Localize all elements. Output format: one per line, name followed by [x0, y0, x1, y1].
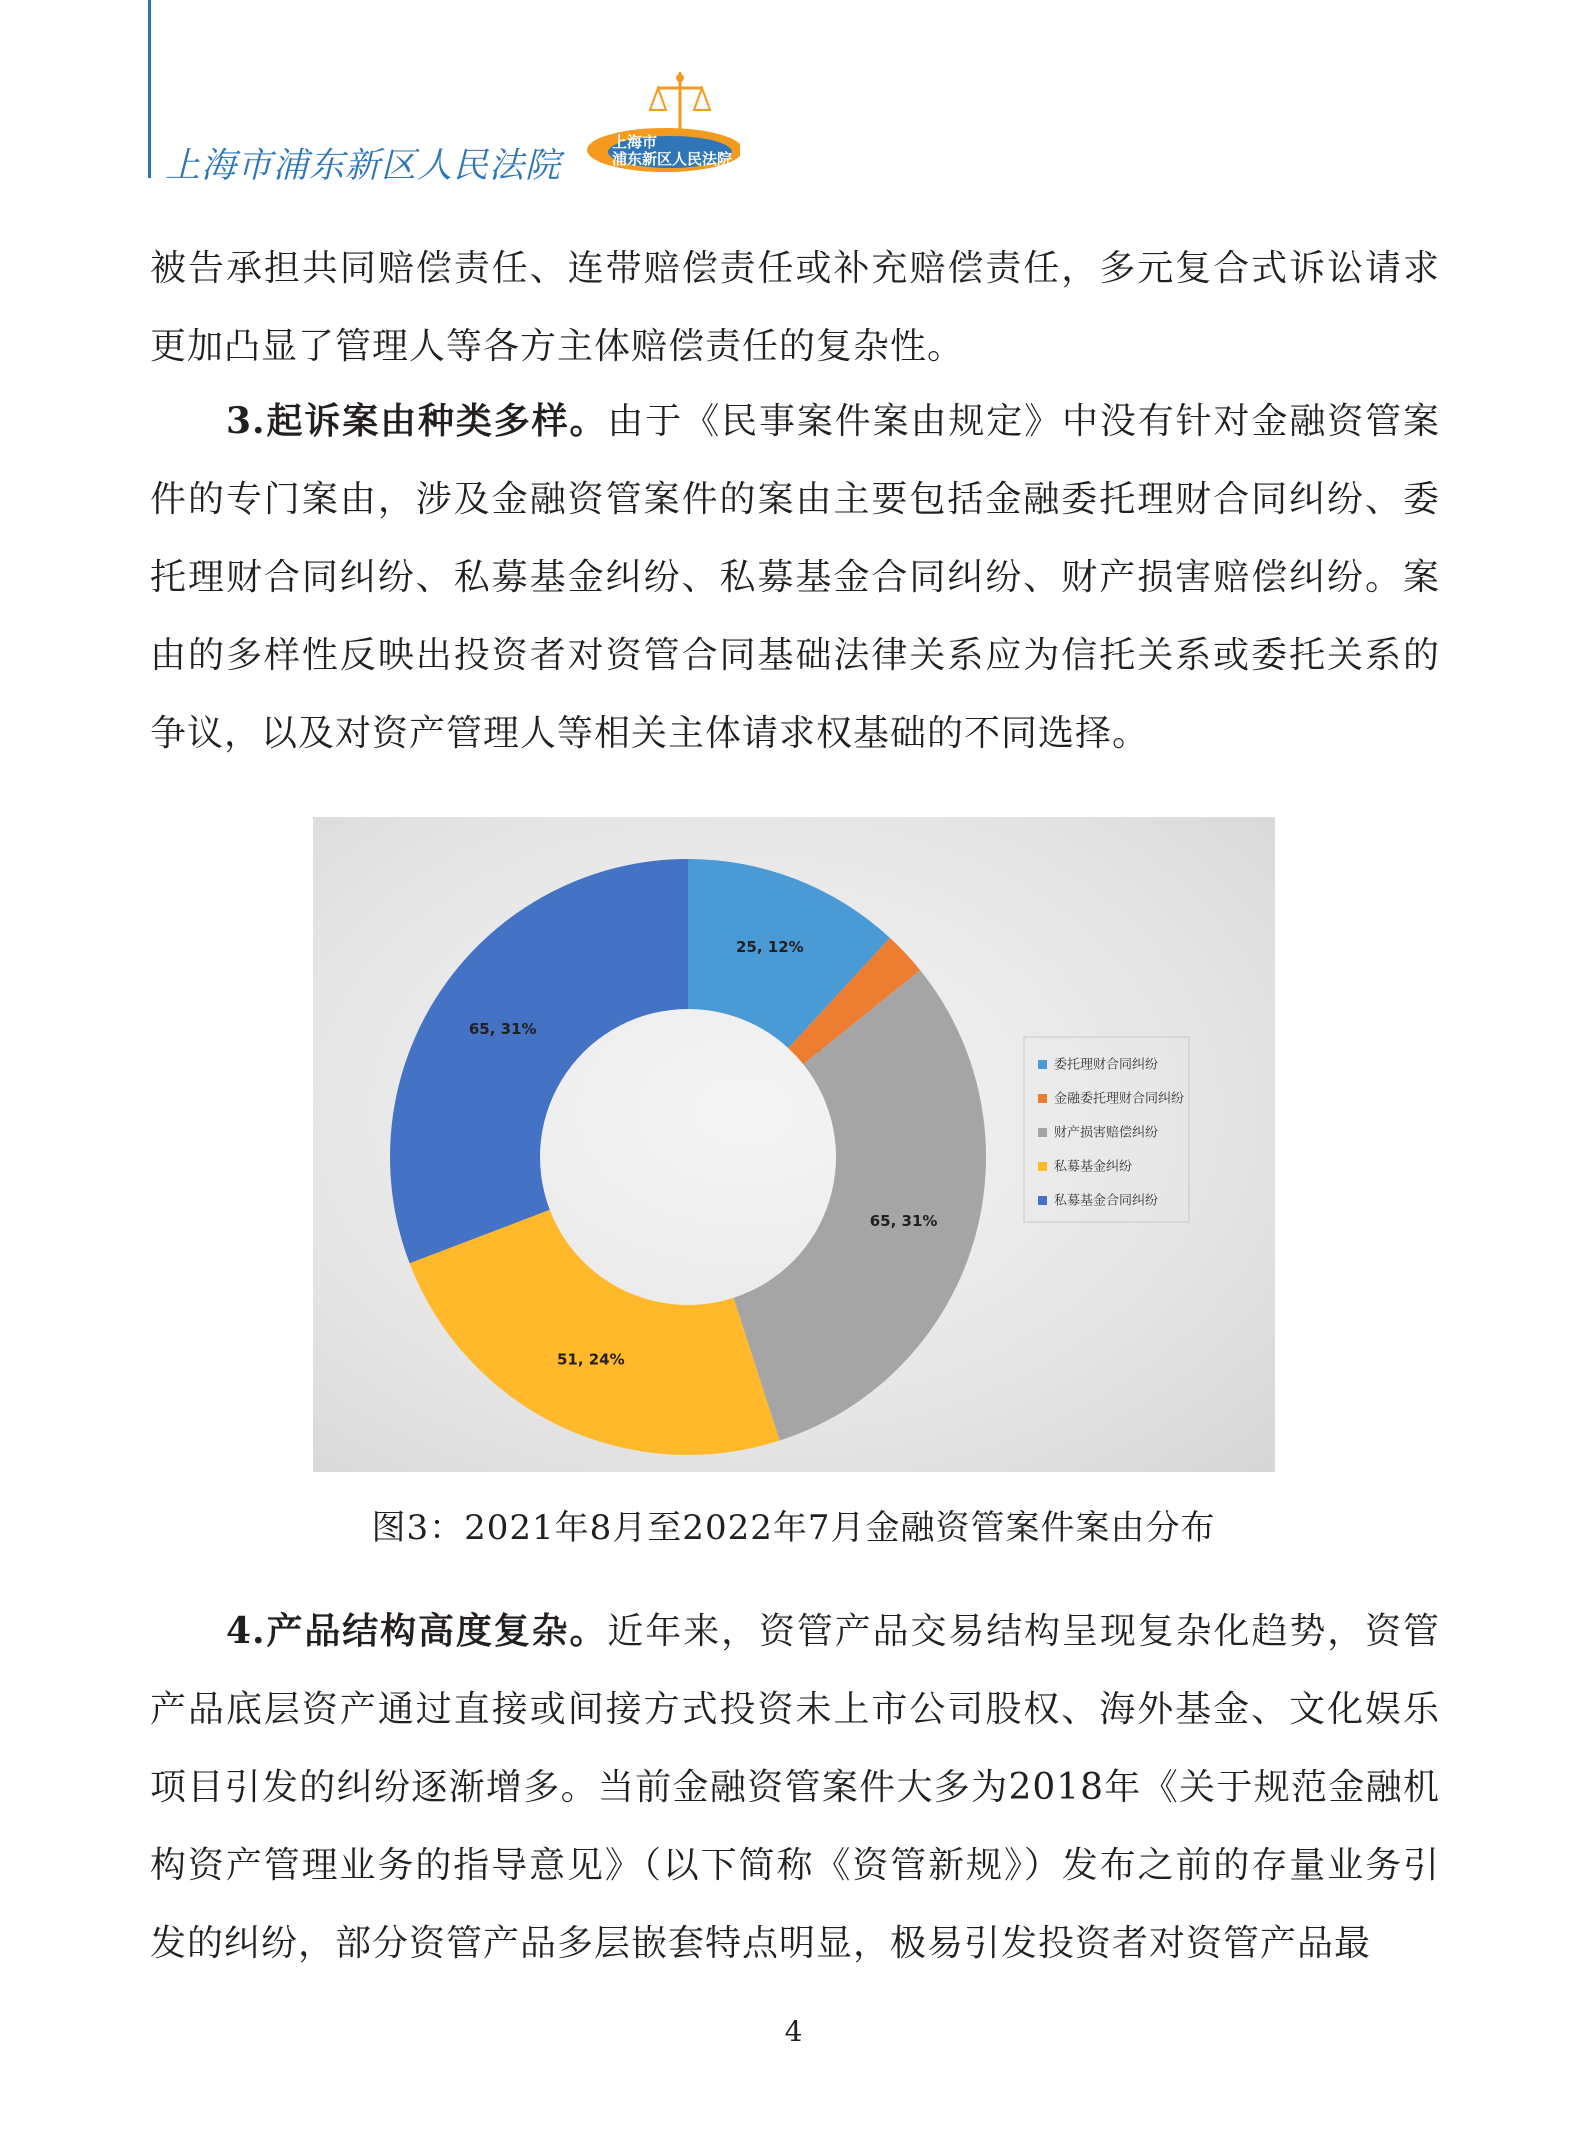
legend-swatch — [1038, 1094, 1047, 1103]
donut-slice — [390, 859, 688, 1263]
paragraph-3 — [150, 382, 1440, 773]
legend-label: 私募基金合同纠纷 — [1054, 1193, 1159, 1209]
slice-data-label: 25, 12% — [735, 937, 804, 956]
paragraph-3-lead: 3.起诉案由种类多样。 — [226, 400, 608, 442]
legend-swatch — [1038, 1196, 1047, 1205]
legend-label: 金融委托理财合同纠纷 — [1054, 1091, 1185, 1107]
header-title: 上海市浦东新区人民法院 — [165, 146, 562, 186]
paragraph-1: 被告承担共同赔偿责任、连带赔偿责任或补充赔偿责任，多元复合式诉讼请求更加凸显了管理人等各方主体赔偿责任的复杂性。 — [150, 248, 1440, 367]
paragraph-4-body: 近年来，资管产品交易结构呈现复杂化趋势，资管产品底层资产通过直接或间接方式投资未上市公司股权、海外基金、文化娱乐项目引发的纠纷逐渐增多。当前金融资管案件大多为2018年《关于规范金融机构资产管理业务的指导意见》（以下简称《资管新规》）发布之前的存量业务引发的纠纷，部分资管产品多层嵌套特点明显，极易引发投资者对资管产品最 — [150, 1611, 1440, 1964]
paragraph-4-lead: 4.产品结构高度复杂。 — [226, 1610, 608, 1652]
donut-slice — [410, 1210, 780, 1455]
donut-chart — [313, 817, 1275, 1472]
paragraph-4 — [150, 1592, 1440, 1983]
chart-legend — [1024, 1037, 1189, 1222]
donut-chart-svg — [313, 817, 1275, 1472]
legend-swatch — [1038, 1128, 1047, 1137]
legend-swatch — [1038, 1162, 1047, 1171]
donut-slice — [734, 970, 986, 1440]
legend-label: 私募基金纠纷 — [1054, 1159, 1133, 1175]
logo-text-line1: 上海市 — [612, 133, 658, 151]
slice-data-label: 51, 24% — [556, 1350, 625, 1369]
legend-label: 委托理财合同纠纷 — [1054, 1057, 1159, 1073]
figure-caption: 图3：2021年8月至2022年7月金融资管案件案由分布 — [371, 1508, 1216, 1548]
slice-data-label: 65, 31% — [468, 1019, 537, 1038]
legend-swatch — [1038, 1060, 1047, 1069]
paragraph-3-body: 由于《民事案件案由规定》中没有针对金融资管案件的专门案由，涉及金融资管案件的案由主要包括金融委托理财合同纠纷、委托理财合同纠纷、私募基金纠纷、私募基金合同纠纷、财产损害赔偿纠纷。案由的多样性反映出投资者对资管合同基础法律关系应为信托关系或委托关系的争议，以及对资产管理人等相关主体请求权基础的不同选择。 — [150, 401, 1440, 754]
logo-text — [612, 134, 740, 168]
header-rule — [148, 0, 151, 178]
page-number: 4 — [784, 2015, 803, 2048]
legend-label: 财产损害赔偿纠纷 — [1054, 1125, 1159, 1141]
slice-data-label: 65, 31% — [869, 1211, 938, 1230]
logo-text-line2: 浦东新区人民法院 — [612, 150, 733, 168]
